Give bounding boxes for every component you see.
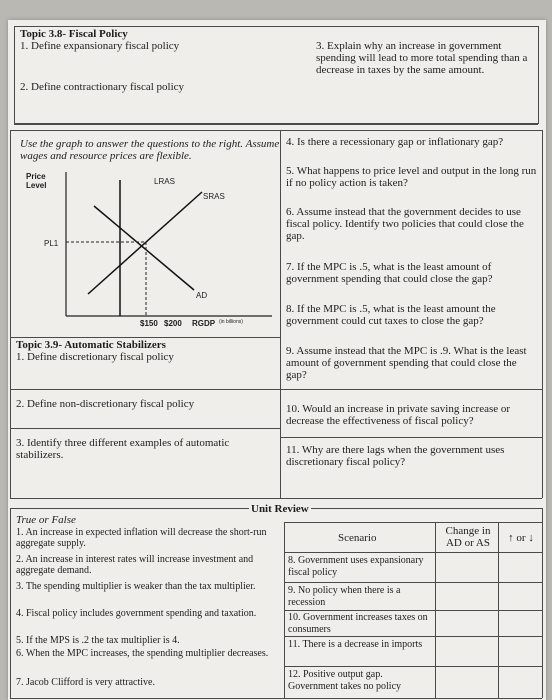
tf-item-4: 4. Fiscal policy includes government spending and taxation. — [16, 608, 257, 619]
tf-item-2: 2. An increase in interest rates will increase investment and aggregate demand. — [16, 554, 254, 576]
question-7: 7. If the MPC is .5, what is the least amount of government spending that could close the gap? — [286, 261, 493, 285]
question-6: 6. Assume instead that the government decides to use fiscal policy. Identify two policies that could close the gap. — [286, 206, 524, 242]
change-in-ad-as-header: Change in AD or AS — [445, 525, 491, 549]
sras-label: SRAS — [203, 192, 225, 201]
question-8: 8. If the MPC is .5, what is the least amount the government could cut taxes to close the gap? — [286, 303, 496, 327]
arrow-direction-header: ↑ or ↓ — [508, 532, 534, 544]
y-axis-label-line1: Price — [26, 172, 46, 181]
topic-3-9-question-1: 1. Define discretionary fiscal policy — [16, 351, 174, 363]
y-axis-label-line2: Level — [26, 181, 47, 190]
question-9: 9. Assume instead that the MPC is .9. What is the least amount of government spending that could close the gap? — [286, 345, 527, 381]
question-11: 11. Why are there lags when the government uses discretionary fiscal policy? — [286, 444, 505, 468]
worksheet-page — [8, 20, 546, 700]
topic-3-9-question-2: 2. Define non-discretionary fiscal policy — [16, 398, 195, 410]
tf-item-7: 7. Jacob Clifford is very attractive. — [16, 677, 155, 688]
scenario-12: 12. Positive output gap. Government takes no policy — [288, 669, 402, 692]
graph-instructions: Use the graph to answer the questions to the right. Assume wages and resource prices are flexible. — [20, 138, 280, 162]
scenario-8: 8. Government uses expansionary fiscal policy — [288, 555, 424, 578]
scenario-9: 9. No policy when there is a recession — [288, 585, 401, 608]
scenario-10: 10. Government increases taxes on consumers — [288, 612, 428, 635]
topic-3-9-title: Topic 3.9- Automatic Stabilizers — [16, 339, 166, 351]
lras-label: LRAS — [154, 177, 175, 186]
pl1-label: PL1 — [44, 239, 59, 248]
ad-as-graph — [28, 166, 278, 334]
tf-item-6: 6. When the MPC increases, the spending multiplier decreases. — [16, 648, 269, 659]
x-axis-label: RGDP — [192, 319, 216, 328]
topic-3-8-question-3: 3. Explain why an increase in government spending will lead to more total spending than a decrease in taxes by the same amount. — [316, 40, 528, 76]
x-tick-200: $200 — [164, 319, 182, 328]
x-axis-unit: (in billions) — [219, 319, 243, 325]
unit-review-title: Unit Review — [251, 503, 309, 515]
topic-3-8-question-2: 2. Define contractionary fiscal policy — [20, 81, 185, 93]
topic-3-8-title: Topic 3.8- Fiscal Policy — [20, 28, 128, 40]
scenario-header: Scenario — [338, 532, 377, 544]
tf-item-3: 3. The spending multiplier is weaker than the tax multiplier. — [16, 581, 256, 592]
topic-3-8-question-1: 1. Define expansionary fiscal policy — [20, 40, 180, 52]
ad-label: AD — [196, 291, 208, 300]
question-10: 10. Would an increase in private saving increase or decrease the effectiveness of fiscal policy? — [286, 403, 511, 427]
tf-item-1: 1. An increase in expected inflation will decrease the short-run aggregate supply. — [16, 527, 267, 549]
topic-3-9-question-3: 3. Identify three different examples of automatic stabilizers. — [16, 437, 230, 461]
true-false-heading: True or False — [16, 514, 76, 526]
scenario-11: 11. There is a decrease in imports — [288, 639, 423, 650]
question-5: 5. What happens to price level and output in the long run if no policy action is taken? — [286, 165, 537, 189]
question-4: 4. Is there a recessionary gap or inflationary gap? — [286, 136, 504, 148]
tf-item-5: 5. If the MPS is .2 the tax multiplier is 4. — [16, 635, 180, 646]
x-tick-150: $150 — [140, 319, 158, 328]
